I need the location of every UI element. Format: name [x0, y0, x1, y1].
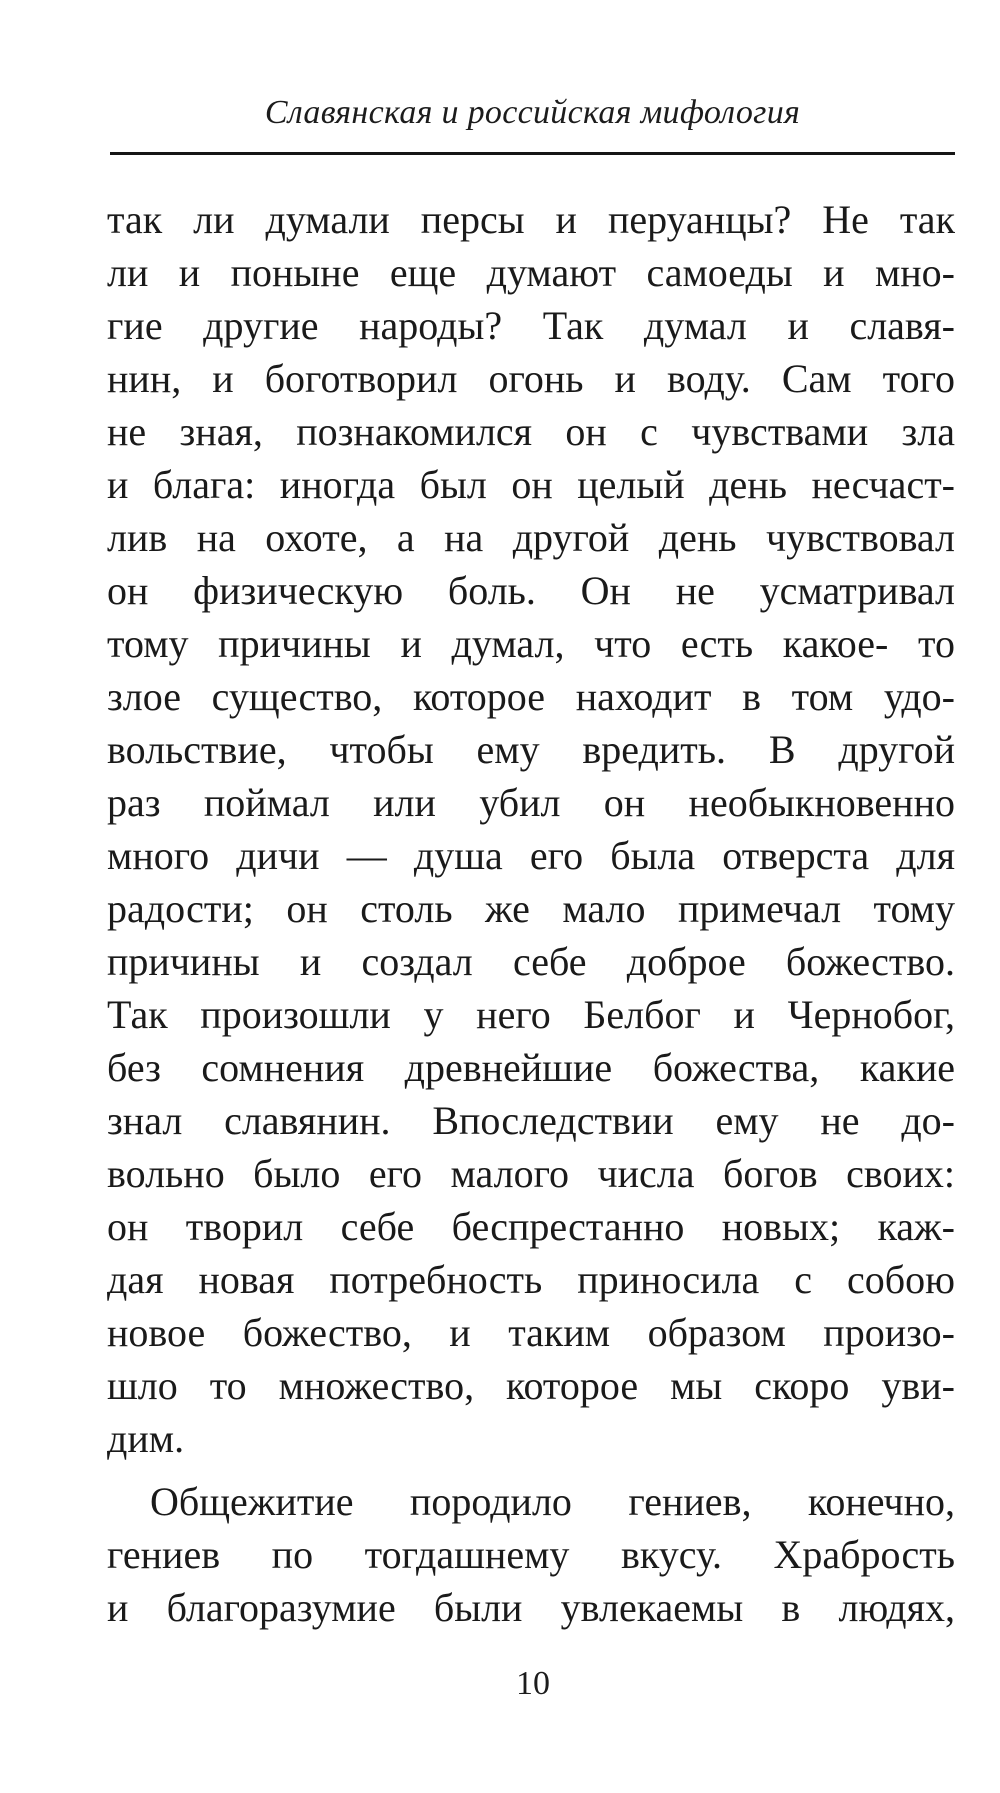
text-line: дая новая потребность приносила с собою [107, 1257, 955, 1302]
text-line: нин, и боготворил огонь и воду. Сам того [107, 356, 955, 401]
text-line: много дичи — душа его была отверста для [107, 833, 955, 878]
text-line: злое существо, которое находит в том удо- [107, 674, 955, 719]
text-line: и блага: иногда был он целый день несчаст- [107, 462, 955, 507]
text-line: гие другие народы? Так думал и славя- [107, 303, 955, 348]
text-line: он физическую боль. Он не усматривал [107, 568, 955, 613]
running-title: Славянская и российская мифология [264, 94, 801, 131]
header-rule [110, 152, 955, 155]
paragraph [107, 1475, 955, 1634]
text-line: лив на охоте, а на другой день чувствовал [107, 515, 955, 560]
text-line: новое божество, и таким образом произо- [107, 1310, 955, 1355]
text-line: знал славянин. Впоследствии ему не до- [107, 1098, 955, 1143]
text-line: раз поймал или убил он необыкновенно [107, 780, 955, 825]
text-line: без сомнения древнейшие божества, какие [107, 1045, 955, 1090]
text-line: причины и создал себе доброе божество. [107, 939, 955, 984]
text-line: ли и поныне еще думают самоеды и мно- [107, 250, 955, 295]
text-line: и благоразумие были увлекаемы в людях, [107, 1585, 955, 1630]
text-line: Так произошли у него Белбог и Чернобог, [107, 992, 955, 1037]
text-line: Общежитие породило гениев, конечно, [150, 1479, 955, 1524]
text-line: вольствие, чтобы ему вредить. В другой [107, 727, 955, 772]
text-line: радости; он столь же мало примечал тому [107, 886, 955, 931]
text-line: он творил себе беспрестанно новых; каж- [107, 1204, 955, 1249]
text-line: шло то множество, которое мы скоро уви- [107, 1363, 955, 1408]
text-line: дим. [107, 1416, 185, 1461]
text-line: вольно было его малого числа богов своих: [107, 1151, 955, 1196]
text-line: тому причины и думал, что есть какое- то [107, 621, 955, 666]
paragraph-gap [107, 1465, 955, 1475]
page-number: 10 [516, 1665, 550, 1702]
text-line: не зная, познакомился он с чувствами зла [107, 409, 955, 454]
text-line: так ли думали персы и перуанцы? Не так [107, 197, 955, 242]
text-line: гениев по тогдашнему вкусу. Храбрость [107, 1532, 955, 1577]
body-text [107, 193, 955, 1634]
paragraph [107, 193, 955, 1465]
